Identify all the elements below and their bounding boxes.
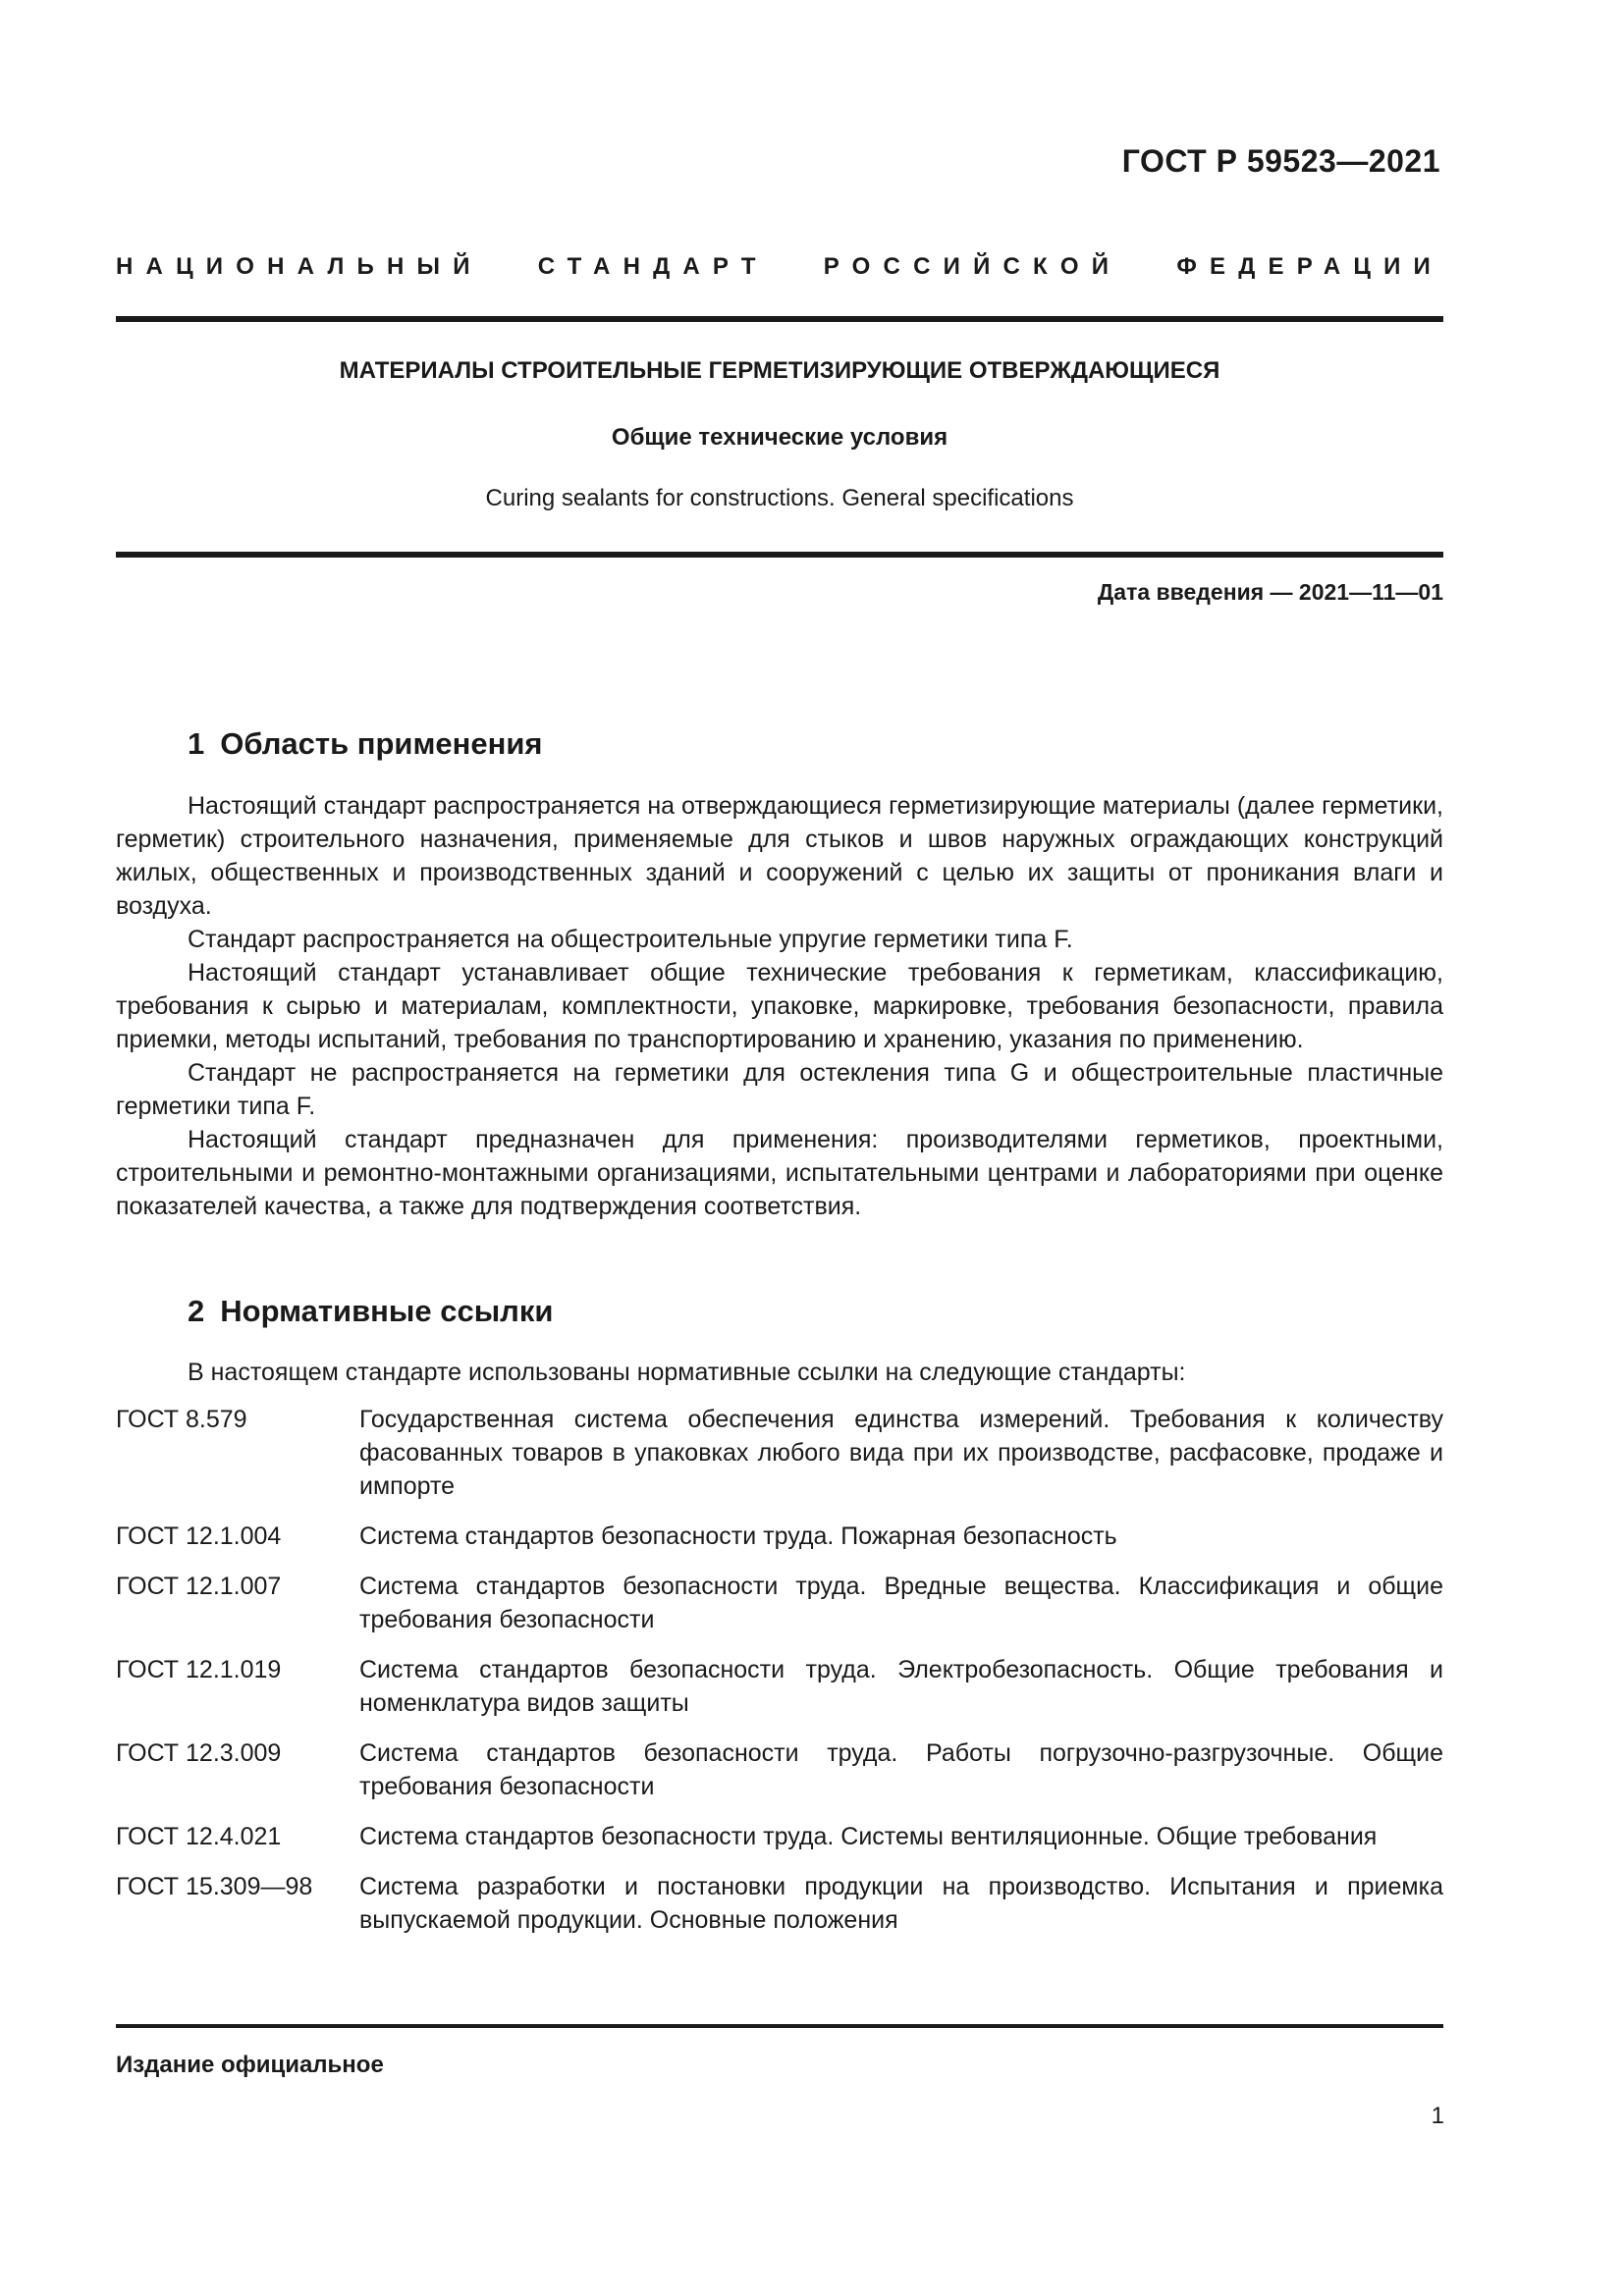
section-1-body: [116, 789, 1443, 1223]
reference-code: ГОСТ 12.1.004: [116, 1522, 282, 1550]
reference-code: ГОСТ 12.1.007: [116, 1573, 282, 1600]
paragraph: Стандарт распространяется на общестроительные упругие герметики типа F.: [188, 926, 1073, 953]
page-number: 1: [1431, 2103, 1444, 2129]
national-standard-title: НАЦИОНАЛЬНЫЙ СТАНДАРТ РОССИЙСКОЙ ФЕДЕРАЦИИ: [116, 253, 1443, 280]
paragraph: Настоящий стандарт устанавливает общие технические требования к герметикам, классификацию, требования к сырью и материалам, комплектности, упаковке, маркировке, требования безопасности, правила приемки, методы испытаний, требования по транспортированию и хранению, указания по применению.: [116, 959, 1443, 1053]
section-2-title: Нормативные ссылки: [220, 1294, 554, 1328]
document-subtitle: Общие технические условия: [611, 424, 948, 451]
reference-description: Система стандартов безопасности труда. Системы вентиляционные. Общие требования: [359, 1823, 1378, 1850]
paragraph: Настоящий стандарт предназначен для применения: производителями герметиков, проектными, строительными и ремонтно-монтажными организациями, испытательными центрами и лабораториями при оценке показателей качества, а также для подтверждения соответствия.: [116, 1126, 1443, 1220]
reference-code: ГОСТ 12.1.019: [116, 1656, 282, 1683]
edition-label: Издание официальное: [116, 2052, 384, 2078]
document-title: МАТЕРИАЛЫ СТРОИТЕЛЬНЫЕ ГЕРМЕТИЗИРУЮЩИЕ ОТВЕРЖДАЮЩИЕСЯ: [339, 357, 1220, 384]
reference-row: [116, 1820, 1443, 1853]
reference-code: ГОСТ 8.579: [116, 1406, 247, 1433]
section-1-title: Область применения: [220, 726, 543, 761]
gost-number: ГОСТ Р 59523—2021: [1121, 143, 1440, 179]
footer-rule: [116, 2024, 1443, 2028]
reference-description: Система разработки и постановки продукции на производство. Испытания и приемка выпускаемой продукции. Основные положения: [359, 1873, 1443, 1934]
reference-description: Система стандартов безопасности труда. Работы погрузочно-разгрузочные. Общие требования безопасности: [359, 1739, 1443, 1800]
section-2-intro: В настоящем стандарте использованы нормативные ссылки на следующие стандарты:: [188, 1359, 1186, 1386]
reference-code: ГОСТ 12.4.021: [116, 1823, 282, 1850]
introduction-date: Дата введения — 2021—11—01: [1097, 579, 1443, 605]
title-rule: [116, 552, 1443, 558]
top-rule: [116, 316, 1443, 322]
document-english-title: Curing sealants for constructions. General specifications: [485, 485, 1074, 511]
section-2-heading: [188, 1294, 553, 1329]
paragraph: Настоящий стандарт распространяется на отверждающиеся герметизирующие материалы (далее герметики, герметик) строительного назначения, применяемые для стыков и швов наружных ограждающих конструкций жилых, общественных и производственных зданий и сооружений с целью их защиты от проникания влаги и воздуха.: [116, 792, 1443, 920]
reference-row: [116, 1653, 1443, 1720]
reference-row: [116, 1736, 1443, 1803]
section-1-number: 1: [188, 726, 205, 761]
paragraph: Стандарт не распространяется на герметики для остекления типа G и общестроительные пластичные герметики типа F.: [116, 1059, 1443, 1120]
reference-row: [116, 1570, 1443, 1636]
reference-row: [116, 1520, 1443, 1553]
reference-list: [116, 1403, 1443, 1953]
reference-code: ГОСТ 12.3.009: [116, 1739, 282, 1767]
reference-code: ГОСТ 15.309—98: [116, 1873, 313, 1900]
reference-description: Система стандартов безопасности труда. Вредные вещества. Классификация и общие требования безопасности: [359, 1573, 1443, 1633]
reference-description: Система стандартов безопасности труда. Пожарная безопасность: [359, 1522, 1117, 1550]
reference-row: [116, 1403, 1443, 1503]
reference-description: Система стандартов безопасности труда. Электробезопасность. Общие требования и номенклатура видов защиты: [359, 1656, 1443, 1717]
section-2-number: 2: [188, 1294, 205, 1328]
section-1-heading: [188, 726, 543, 762]
reference-description: Государственная система обеспечения единства измерений. Требования к количеству фасованных товаров в упаковках любого вида при их производстве, расфасовке, продаже и импорте: [359, 1406, 1443, 1500]
reference-row: [116, 1870, 1443, 1937]
